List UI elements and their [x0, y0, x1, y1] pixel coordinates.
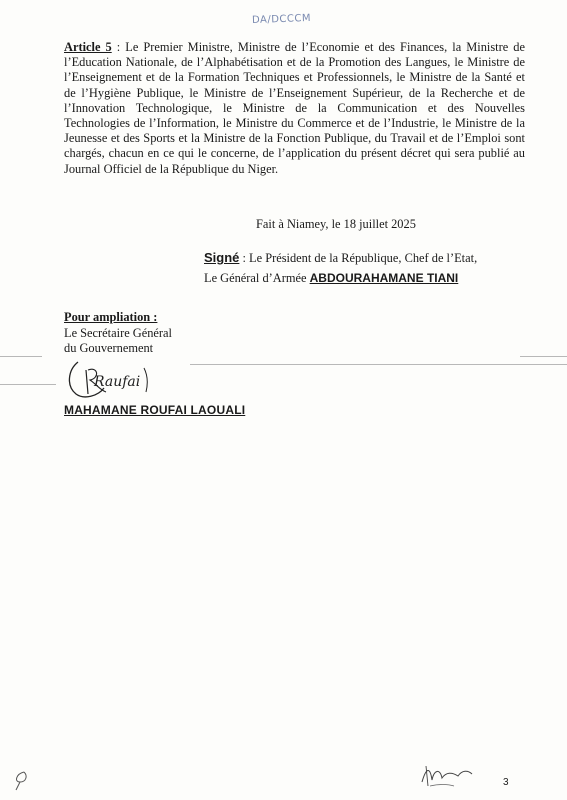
signe-title: : Le Président de la République, Chef de l’Etat, — [239, 251, 478, 265]
signature-block — [204, 248, 477, 288]
handwritten-annotation: DA/DCCCM — [251, 12, 312, 27]
general-name: ABDOURAHAMANE TIANI — [309, 271, 459, 285]
scan-artifact-line — [0, 356, 42, 357]
signature-text: Raufai — [94, 374, 141, 390]
ampliation-label: Pour ampliation : — [64, 310, 158, 324]
ampliation-block — [64, 310, 172, 357]
scan-artifact-line — [0, 384, 56, 385]
signe-label: Signé — [204, 250, 240, 265]
page-number: 3 — [503, 777, 509, 788]
ampliation-line-1: Le Secrétaire Général — [64, 325, 173, 340]
corner-pen-mark — [10, 768, 36, 792]
article-separator: : — [111, 40, 126, 54]
article-5-paragraph — [64, 40, 525, 177]
article-text: Le Premier Ministre, Ministre de l’Economie et des Finances, la Ministre de l’Education Nationale, de l’Alphabétisation et de la Promotion des Langues, le Ministre de l’Enseignement et de la Formation Techniques et Professionnels, le Ministre de la Santé et de l’Hygiène Publique, le Ministre de l’Enseignement Supérieur, de la Recherche et de l’Innovation Technologique, le Ministre de la Communication et des Nouvelles Technologies de l’Information, le Ministre du Commerce et de l’Industrie, le Ministre de la Jeunesse et des Sports et la Ministre de la Fonction Publique, du Travail et de l’Emploi sont chargés, chacun en ce qui le concerne, de l’application du présent décret qui sera publié au Journal Officiel de la République du Niger. — [64, 40, 525, 176]
secretary-signature — [64, 356, 164, 404]
general-title: Le Général d’Armée — [204, 271, 310, 285]
scan-artifact-line — [520, 356, 567, 357]
ampliation-line-2: du Gouvernement — [64, 341, 154, 355]
article-label: Article 5 — [64, 40, 112, 54]
secretary-name: MAHAMANE ROUFAI LAOUALI — [64, 403, 246, 417]
handwritten-initials — [418, 760, 474, 790]
scan-artifact-line — [190, 364, 567, 365]
signe-line-2 — [204, 268, 477, 288]
signe-line-1 — [204, 248, 477, 268]
place-date-line: Fait à Niamey, le 18 juillet 2025 — [256, 217, 416, 231]
